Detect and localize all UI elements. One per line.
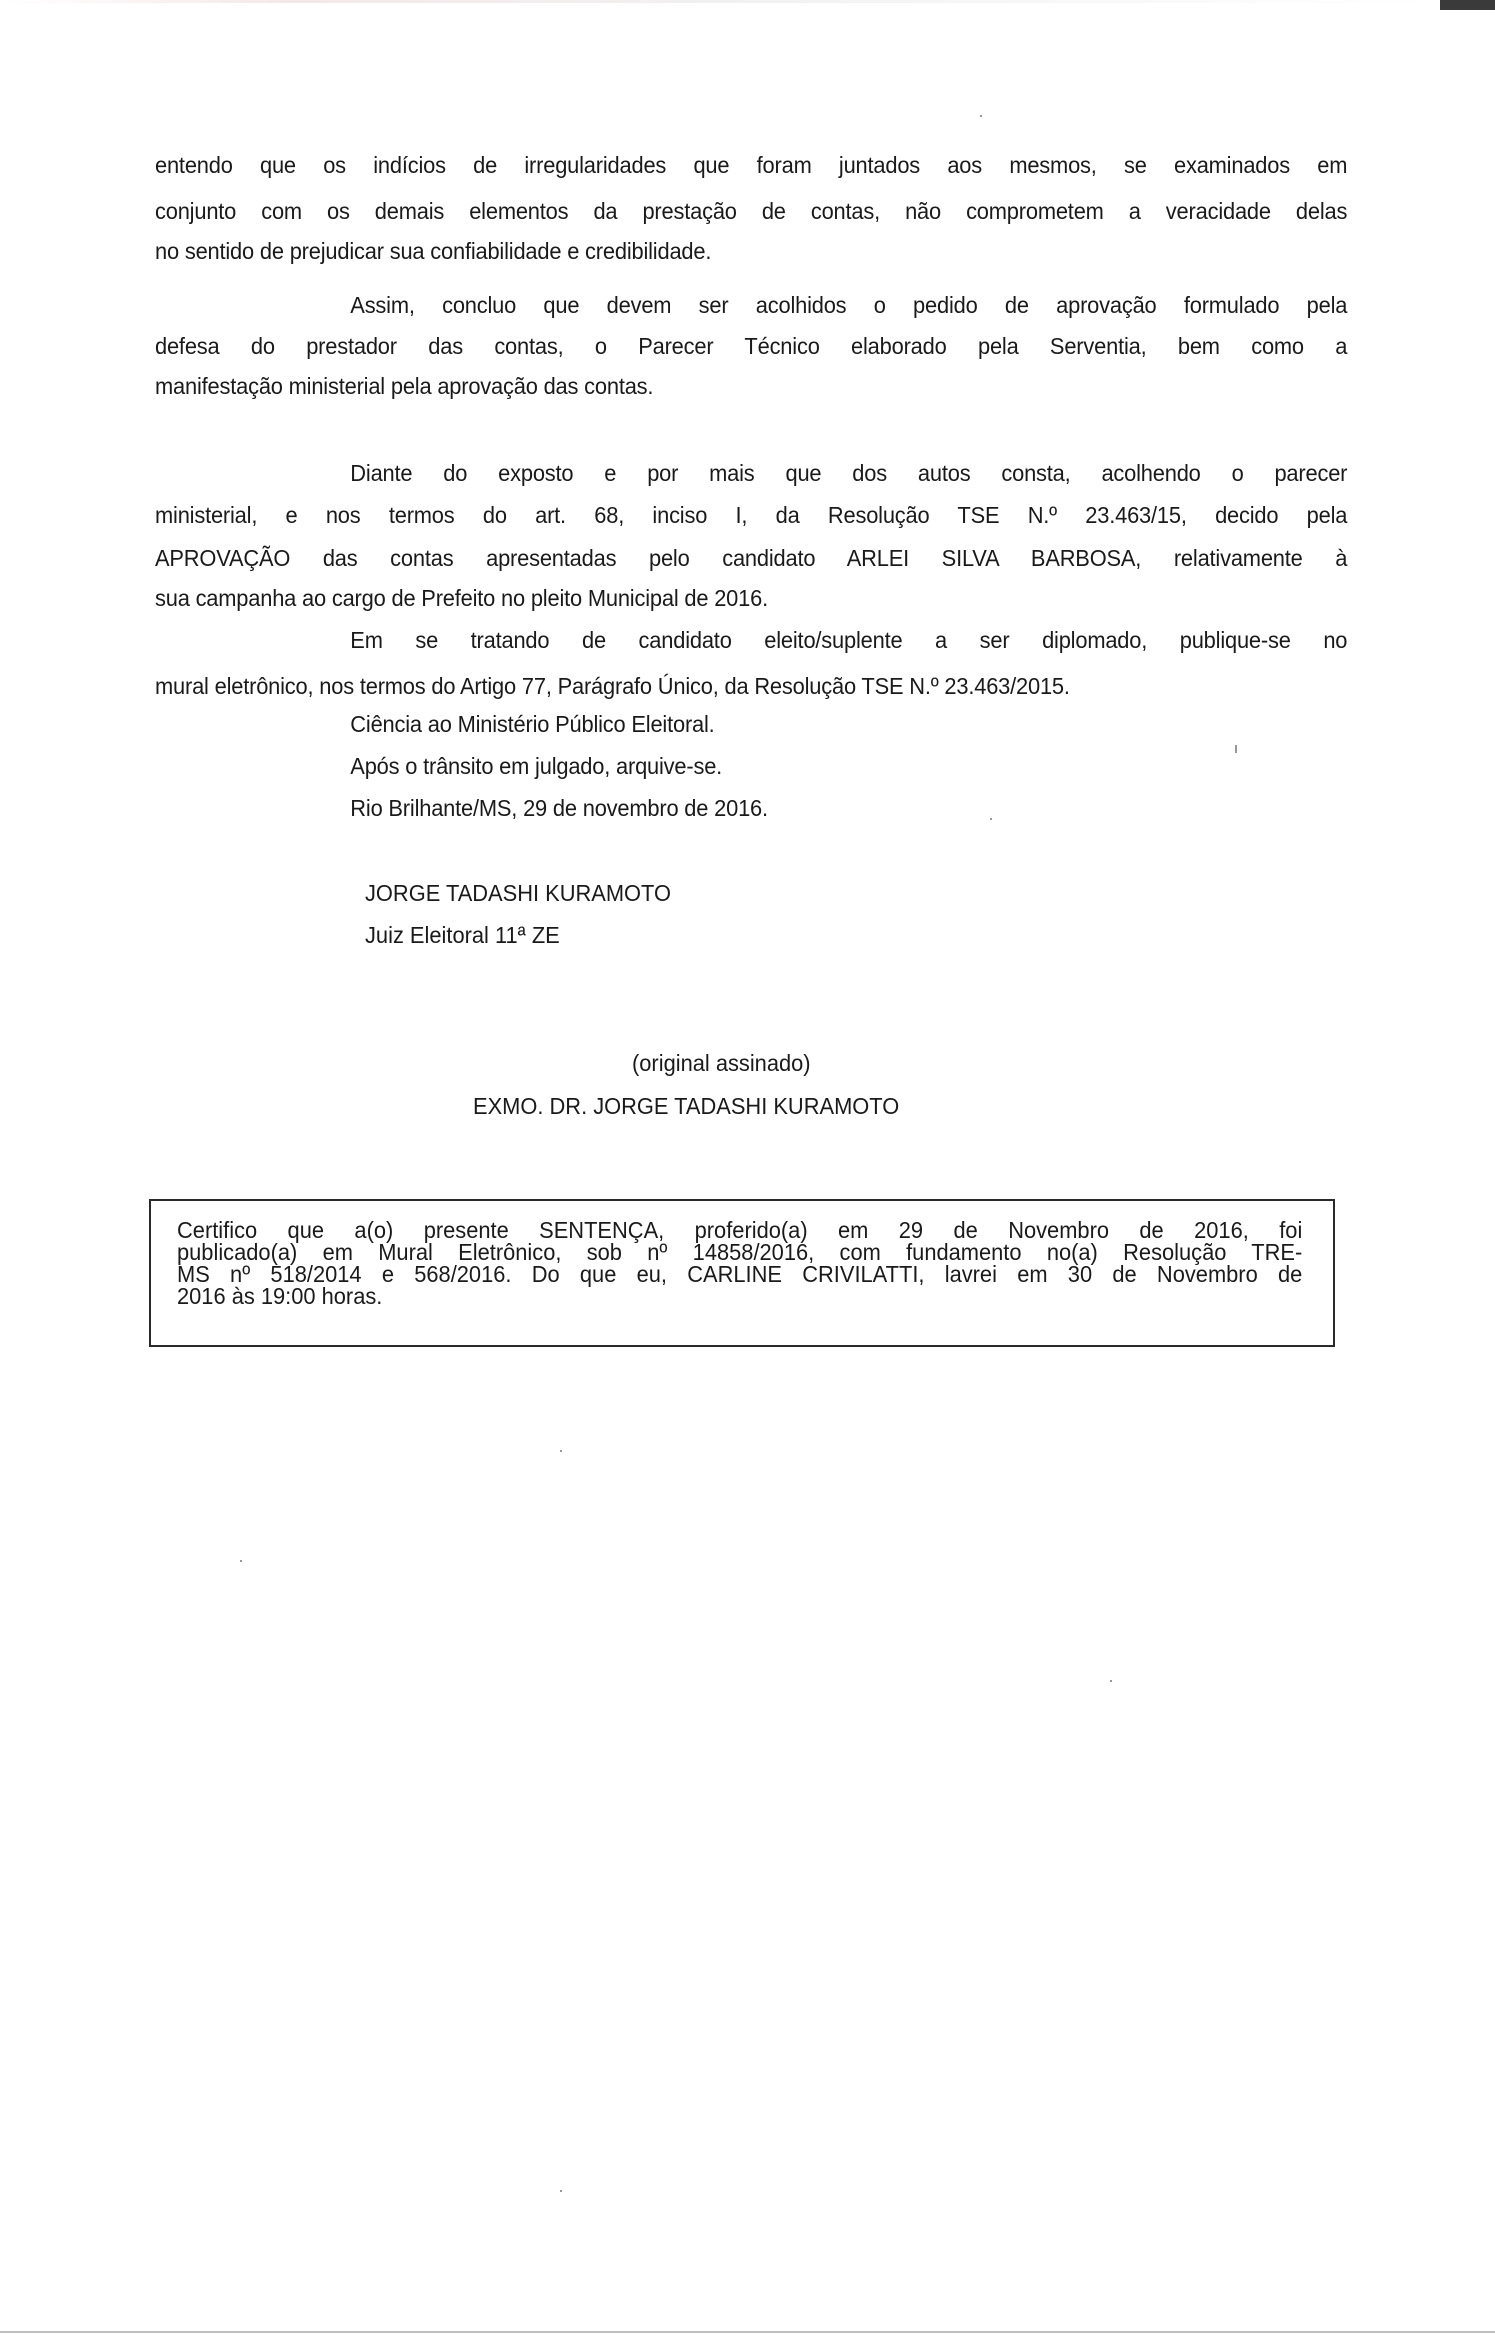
certificate-text	[177, 1219, 1302, 1307]
paragraph-3-line-4: sua campanha ao cargo de Prefeito no pleito Municipal de 2016.	[155, 585, 768, 611]
judge-honorific-name: EXMO. DR. JORGE TADASHI KURAMOTO	[473, 1093, 900, 1119]
judge-name: JORGE TADASHI KURAMOTO	[365, 880, 672, 906]
ministry-notice: Ciência ao Ministério Público Eleitoral.	[350, 711, 715, 737]
paragraph-3-line-1: Diante do exposto e por mais que dos autos consta, acolhendo o parecer	[350, 460, 1348, 486]
paragraph-1-line-2: conjunto com os demais elementos da prestação de contas, não comprometem a veracidade delas	[155, 198, 1348, 224]
paragraph-4-line-2: mural eletrônico, nos termos do Artigo 77, Parágrafo Único, da Resolução TSE N.º 23.463/2015.	[155, 673, 1070, 699]
certificate-line-4: 2016 às 19:00 horas.	[177, 1283, 383, 1309]
archive-instruction: Após o trânsito em julgado, arquive-se.	[350, 753, 723, 779]
scan-corner-mark	[1440, 0, 1495, 10]
scan-speck	[980, 115, 982, 117]
place-and-date: Rio Brilhante/MS, 29 de novembro de 2016.	[350, 795, 768, 821]
paragraph-2-line-1: Assim, concluo que devem ser acolhidos o pedido de aprovação formulado pela	[350, 292, 1348, 318]
scan-speck	[560, 1450, 562, 1452]
paragraph-1-line-3: no sentido de prejudicar sua confiabilidade e credibilidade.	[155, 238, 712, 264]
certificate-line-1: Certifico que a(o) presente SENTENÇA, proferido(a) em 29 de Novembro de 2016, foi	[177, 1217, 1303, 1243]
scan-speck	[1235, 745, 1237, 753]
paragraph-3-line-3: APROVAÇÃO das contas apresentadas pelo candidato ARLEI SILVA BARBOSA, relativamente à	[155, 545, 1348, 571]
scan-bottom-edge	[0, 2331, 1495, 2333]
scan-speck	[990, 818, 992, 820]
scan-speck	[560, 2190, 562, 2192]
paragraph-4-line-1: Em se tratando de candidato eleito/suplente a ser diplomado, publique-se no	[350, 627, 1348, 653]
paragraph-2-line-2: defesa do prestador das contas, o Parecer Técnico elaborado pela Serventia, bem como a	[155, 333, 1348, 359]
scan-speck	[1110, 1680, 1112, 1682]
certificate-line-2: publicado(a) em Mural Eletrônico, sob nº 14858/2016, com fundamento no(a) Resolução TRE-	[177, 1239, 1303, 1265]
scan-top-edge	[0, 0, 1435, 3]
certificate-line-3: MS nº 518/2014 e 568/2016. Do que eu, CARLINE CRIVILATTI, lavrei em 30 de Novembro de	[177, 1261, 1303, 1287]
publication-certificate-box	[149, 1199, 1335, 1347]
paragraph-1-line-1: entendo que os indícios de irregularidades que foram juntados aos mesmos, se examinados em	[155, 152, 1348, 178]
scan-speck	[240, 1560, 242, 1562]
paragraph-3-line-2: ministerial, e nos termos do art. 68, inciso I, da Resolução TSE N.º 23.463/15, decido pela	[155, 502, 1348, 528]
judge-title: Juiz Eleitoral 11ª ZE	[365, 922, 560, 948]
original-signed-note: (original assinado)	[632, 1050, 811, 1076]
paragraph-2-line-3: manifestação ministerial pela aprovação das contas.	[155, 373, 654, 399]
